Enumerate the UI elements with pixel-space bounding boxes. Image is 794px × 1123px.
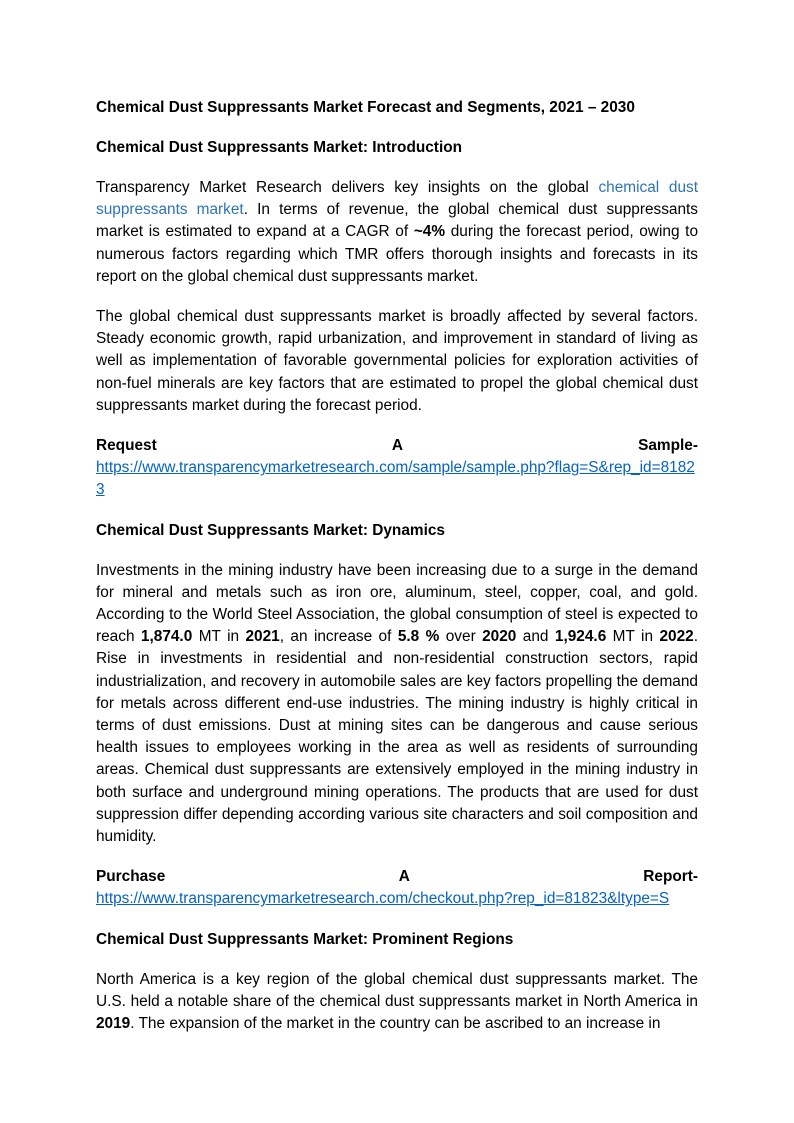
regions-text: North America is a key region of the global chemical dust suppressants market. The U.S. held a notable share of the chemical dust suppressants market in North America in — [96, 970, 698, 1010]
dynamics-text: . Rise in investments in residential and non-residential construction sectors, rapid industrialization, and recovery in automobile sales are key factors propelling the demand for metals across different end-use industries. The mining industry is highly critical in terms of dust emissions. Dust at mining sites can be dangerous and cause serious health issues to employees working in the area as well as residents of surrounding areas. Chemical dust suppressants are extensively employed in the mining industry in both surface and underground mining operations. The products that are used for dust suppression differ depending according various site characters and soil composition and humidity. — [96, 628, 698, 846]
year-2022: 2022 — [659, 628, 694, 646]
section-heading-dynamics: Chemical Dust Suppressants Market: Dynamics — [96, 521, 445, 539]
intro-text-2: . In terms of revenue, the global chemical dust suppressants market is estimated to expand at a CAGR of — [96, 201, 698, 241]
section-heading-regions: Chemical Dust Suppressants Market: Prominent Regions — [96, 930, 514, 948]
purchase-report-link[interactable]: https://www.transparencymarketresearch.com/checkout.php?rep_id=81823&ltype=S — [96, 890, 670, 908]
sample-word: Sample- — [638, 437, 698, 455]
document-title: Chemical Dust Suppressants Market Forecast and Segments, 2021 – 2030 — [96, 99, 635, 116]
section-heading-introduction: Chemical Dust Suppressants Market: Introduction — [96, 139, 463, 156]
introduction-paragraph-1 — [96, 177, 698, 288]
year-2021: 2021 — [245, 628, 280, 646]
request-sample-label — [96, 435, 698, 457]
intro-text-3: during the forecast period, owing to numerous factors regarding which TMR offers thorough insights and forecasts in its report on the global chemical dust suppressants market. — [96, 223, 699, 285]
steel-consumption-2021: 1,874.0 — [140, 628, 193, 646]
report-word: Report- — [643, 868, 698, 886]
introduction-paragraph-2: The global chemical dust suppressants market is broadly affected by several factors. Steady economic growth, rapid urbanization, and improvement in standard of living as well as implementation of favorable governmental policies for exploration activities of non-fuel minerals are key factors that are estimated to propel the global chemical dust suppressants market during the forecast period. — [96, 308, 698, 414]
purchase-report-label — [96, 866, 698, 888]
request-sample-link[interactable]: https://www.transparencymarketresearch.com/sample/sample.php?flag=S&rep_id=81823 — [96, 459, 695, 499]
document-page — [96, 97, 698, 1053]
dynamics-text: and — [516, 628, 555, 646]
dynamics-text: MT in — [192, 628, 246, 646]
cagr-value: ~4% — [413, 223, 446, 241]
intro-text-1: Transparency Market Research delivers key insights on the global — [96, 179, 599, 196]
request-word: Request — [96, 437, 157, 455]
a-word: A — [398, 868, 410, 886]
purchase-report-block — [96, 866, 698, 910]
year-2019: 2019 — [96, 1015, 131, 1033]
regions-text: . The expansion of the market in the country can be ascribed to an increase in — [130, 1015, 661, 1033]
increase-percent: 5.8 % — [397, 628, 440, 646]
dynamics-text: over — [439, 628, 483, 646]
dynamics-paragraph-1 — [96, 560, 698, 849]
steel-consumption-2022: 1,924.6 — [554, 628, 607, 646]
request-sample-block — [96, 435, 698, 502]
a-word: A — [391, 437, 403, 455]
purchase-word: Purchase — [96, 868, 166, 886]
year-2020: 2020 — [482, 628, 517, 646]
dynamics-text: , an increase of — [279, 628, 398, 646]
chemical-dust-suppressants-market-link[interactable]: chemical dust suppressants market — [96, 179, 698, 219]
dynamics-text: MT in — [606, 628, 660, 646]
regions-paragraph-1 — [96, 969, 698, 1036]
dynamics-text: Investments in the mining industry have been increasing due to a surge in the demand for mineral and metals such as iron ore, aluminum, steel, copper, coal, and gold. According to the World Steel Association, the global consumption of steel is expected to reach — [96, 561, 698, 646]
